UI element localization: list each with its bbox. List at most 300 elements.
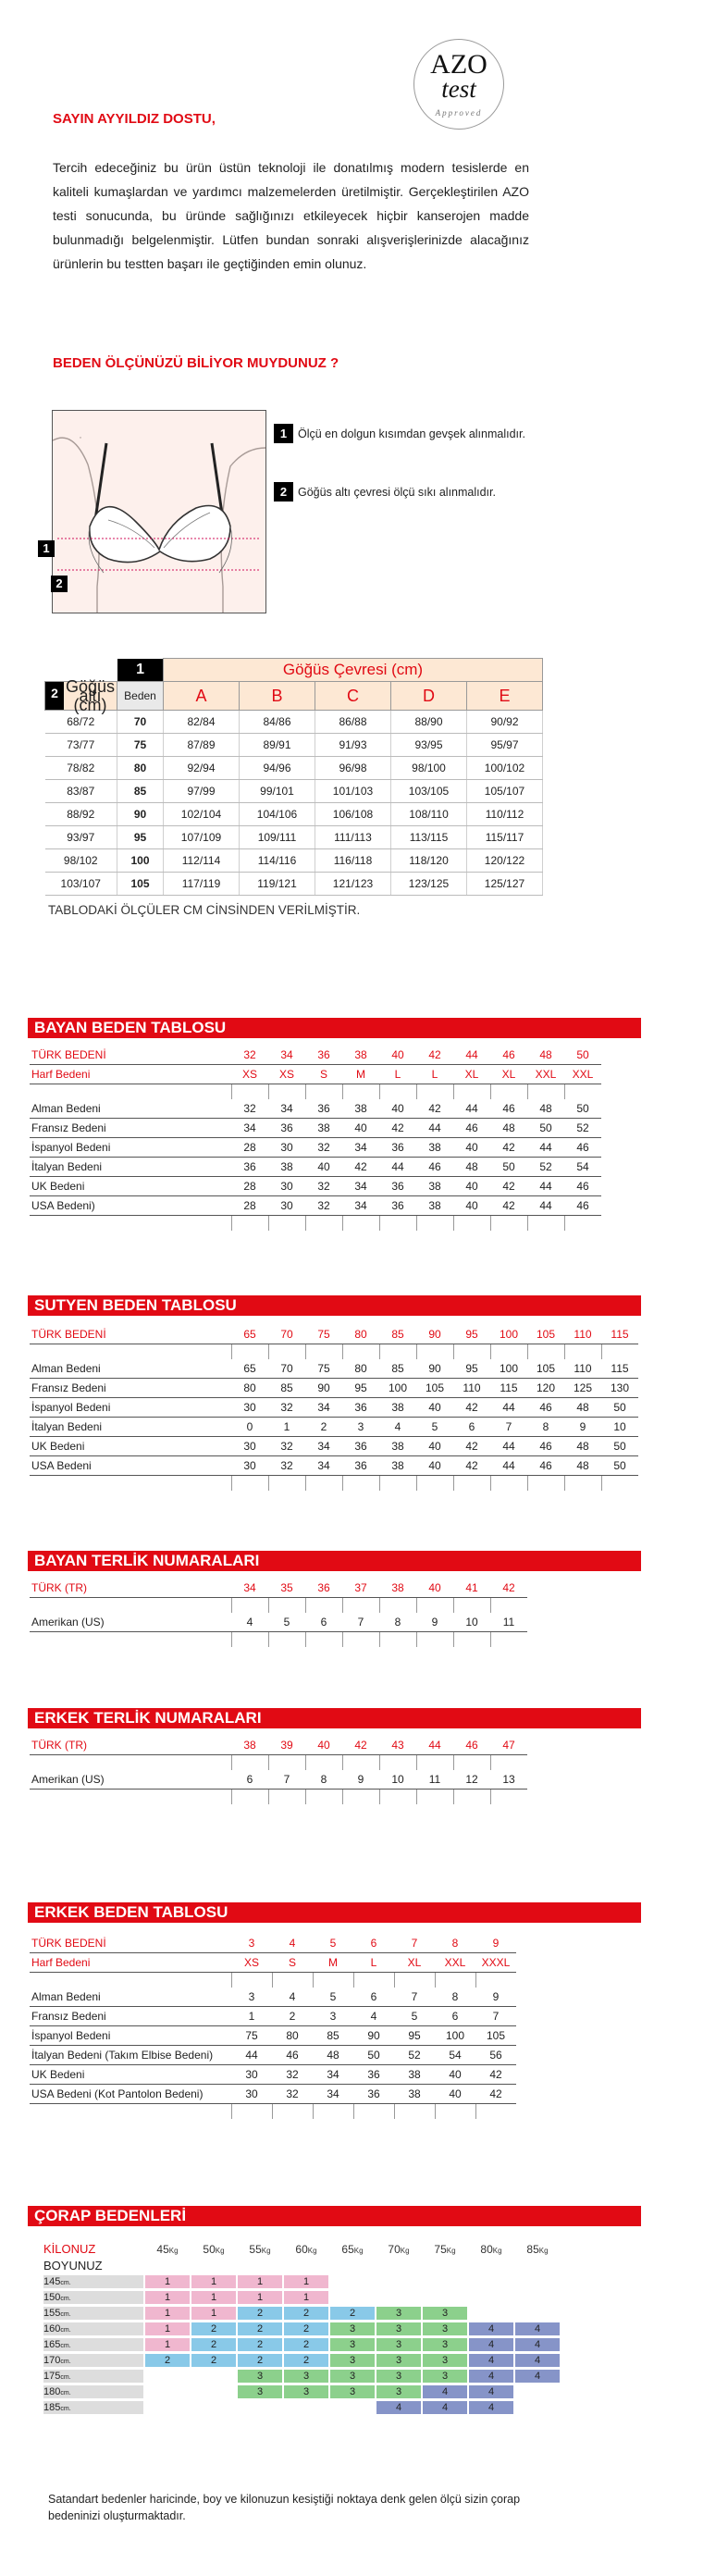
spacer-cell (231, 1084, 268, 1100)
spacer-cell (453, 1216, 490, 1232)
underbust-cell: 73/77 (45, 734, 117, 757)
size-cell: 44 (490, 1398, 527, 1418)
bust-cell: 104/106 (240, 803, 315, 826)
size-cell: XL (453, 1065, 490, 1084)
intro-paragraph: Tercih edeceğiniz bu ürün üstün teknoloji ile donatılmış modern tesislerde en kaliteli kumaşlardan ve yardımcı malzemelerden üretilmiştir. Gerçekleştirilen AZO testi sonucunda, bu üründe sağlığınızı etkileyecek hiçbir kanserojen madde bulunmadığı belgelenmiştir. Lütfen bundan sonraki alışverişlerinizde alacağınız ürünlerin bu testten başarı ile geçtiğinden emin olunuz. (53, 160, 529, 271)
spacer-cell (490, 1632, 527, 1648)
size-cell: 36 (305, 1099, 342, 1119)
size-cell: 100 (379, 1379, 416, 1398)
sock-size-cell (515, 2275, 560, 2288)
size-row (30, 1359, 638, 1379)
greeting-heading: SAYIN AYYILDIZ DOSTU, (53, 111, 216, 127)
spacer-cell (416, 1632, 453, 1648)
size-cell: L (416, 1065, 453, 1084)
size-row (30, 1158, 601, 1177)
size-cell: 43 (379, 1736, 416, 1755)
size-cell: XL (490, 1065, 527, 1084)
size-cell: 42 (475, 2085, 516, 2104)
size-cell: 40 (435, 2085, 475, 2104)
bust-cell: 107/109 (164, 826, 240, 849)
beden-cell: 80 (117, 757, 164, 780)
size-cell: 34 (268, 1099, 305, 1119)
size-row (30, 2046, 516, 2065)
sock-size-cell: 4 (469, 2354, 513, 2367)
size-cell: 30 (268, 1177, 305, 1196)
spacer-cell (342, 1755, 379, 1771)
size-cell: 40 (453, 1138, 490, 1158)
spacer-cell (268, 1216, 305, 1232)
weight-header (423, 2242, 467, 2256)
bayan-beden-table (30, 1046, 601, 1231)
header-row (30, 1579, 527, 1598)
size-cell: 3 (342, 1418, 379, 1437)
header-row (30, 1736, 527, 1755)
height-row (43, 2322, 560, 2335)
height-row (43, 2307, 560, 2320)
sock-size-cell: 3 (330, 2354, 375, 2367)
height-row (43, 2338, 560, 2351)
size-cell: 65 (231, 1325, 268, 1344)
table-marker-2: 2 (45, 682, 64, 710)
bust-cell: 94/96 (240, 757, 315, 780)
cup-header: B (240, 682, 315, 711)
weight-value: 50 (203, 2242, 216, 2256)
measure-row (45, 757, 543, 780)
size-cell: 28 (231, 1177, 268, 1196)
sock-size-cell: 4 (515, 2322, 560, 2335)
size-cell: 95 (342, 1379, 379, 1398)
spacer-row (30, 2104, 516, 2120)
row-label: Alman Bedeni (30, 1359, 231, 1379)
spacer-cell (30, 1084, 231, 1100)
bust-title: Göğüs Çevresi (cm) (164, 659, 543, 682)
spacer-cell (342, 1790, 379, 1805)
spacer-cell (231, 1216, 268, 1232)
height-value: 165 (43, 2339, 61, 2350)
spacer-cell (416, 1084, 453, 1100)
spacer-cell (30, 1476, 231, 1492)
height-value: 175 (43, 2371, 61, 2382)
size-cell: 34 (305, 1398, 342, 1418)
cup-header: C (315, 682, 391, 711)
height-label (43, 2322, 143, 2335)
size-cell: 4 (231, 1613, 268, 1632)
size-cell: 50 (353, 2046, 394, 2065)
size-cell: 3 (313, 2007, 353, 2026)
size-cell: 46 (527, 1456, 564, 1476)
underbust-label: Göğüs altı (cm) (65, 677, 116, 714)
size-cell: M (313, 1953, 353, 1973)
size-cell: 50 (490, 1158, 527, 1177)
weight-unit: Kg (446, 2246, 456, 2255)
spacer-cell (30, 1598, 231, 1614)
row-label: USA Bedeni (30, 1456, 231, 1476)
size-cell: 40 (416, 1398, 453, 1418)
sock-size-cell: 2 (284, 2354, 328, 2367)
spacer-cell (342, 1084, 379, 1100)
height-label (43, 2354, 143, 2367)
size-cell: 85 (379, 1359, 416, 1379)
size-cell: 42 (490, 1196, 527, 1216)
spacer-cell (342, 1476, 379, 1492)
spacer-cell (342, 1216, 379, 1232)
height-unit: cm. (60, 2374, 71, 2381)
size-cell: 80 (342, 1359, 379, 1379)
size-cell: 7 (342, 1613, 379, 1632)
size-cell: 50 (601, 1398, 638, 1418)
height-label (43, 2338, 143, 2351)
weight-header (284, 2242, 328, 2256)
size-cell: 42 (342, 1158, 379, 1177)
size-cell: 8 (435, 1988, 475, 2007)
size-cell: 40 (453, 1177, 490, 1196)
sock-size-cell: 1 (238, 2275, 282, 2288)
bust-cell: 119/121 (240, 873, 315, 896)
size-cell: 7 (475, 2007, 516, 2026)
sock-size-cell: 1 (284, 2291, 328, 2304)
beden-cell: 85 (117, 780, 164, 803)
size-cell: 30 (231, 2085, 272, 2104)
size-cell: 42 (416, 1046, 453, 1065)
header-row (30, 1953, 516, 1973)
size-cell: 36 (305, 1579, 342, 1598)
spacer-cell (30, 1632, 231, 1648)
sock-size-cell: 2 (284, 2338, 328, 2351)
size-cell: 9 (342, 1770, 379, 1790)
sock-size-cell (145, 2370, 190, 2383)
row-label: İspanyol Bedeni (30, 1398, 231, 1418)
size-cell: 34 (342, 1196, 379, 1216)
sock-size-cell: 3 (376, 2354, 421, 2367)
bust-cell: 114/116 (240, 849, 315, 873)
measure-row (45, 873, 543, 896)
sock-size-cell: 3 (376, 2370, 421, 2383)
spacer-cell (268, 1755, 305, 1771)
height-value: 150 (43, 2292, 61, 2303)
beden-cell: 105 (117, 873, 164, 896)
cup-header: A (164, 682, 240, 711)
size-cell: 42 (453, 1437, 490, 1456)
sock-size-cell (469, 2291, 513, 2304)
underbust-cell: 83/87 (45, 780, 117, 803)
size-cell: 34 (268, 1046, 305, 1065)
weight-header (145, 2242, 190, 2256)
size-cell: 85 (313, 2026, 353, 2046)
sock-size-cell: 4 (515, 2370, 560, 2383)
spacer-cell (231, 1344, 268, 1360)
height-unit: cm. (60, 2343, 71, 2349)
row-label: Alman Bedeni (30, 1099, 231, 1119)
sock-size-cell: 4 (469, 2385, 513, 2398)
spacer-cell (305, 1476, 342, 1492)
bust-cell: 120/122 (467, 849, 543, 873)
height-header-row (43, 2259, 560, 2273)
sock-size-cell (376, 2275, 421, 2288)
bust-cell: 93/95 (391, 734, 467, 757)
size-cell: 32 (305, 1177, 342, 1196)
size-row (30, 1196, 601, 1216)
weight-unit: Kg (261, 2246, 271, 2255)
spacer-cell (305, 1790, 342, 1805)
size-cell: 6 (435, 2007, 475, 2026)
size-question-heading: BEDEN ÖLÇÜNÜZÜ BİLİYOR MUYDUNUZ ? (53, 355, 339, 371)
weight-unit: Kg (215, 2246, 225, 2255)
sock-size-cell: 4 (469, 2370, 513, 2383)
sock-size-cell: 4 (469, 2322, 513, 2335)
size-row (30, 1437, 638, 1456)
size-cell: 5 (268, 1613, 305, 1632)
row-label: UK Bedeni (30, 2065, 231, 2085)
underbust-cell: 93/97 (45, 826, 117, 849)
spacer-row (30, 1790, 527, 1805)
row-label: USA Bedeni) (30, 1196, 231, 1216)
size-cell: 46 (272, 2046, 313, 2065)
sock-size-cell (330, 2275, 375, 2288)
size-cell: 46 (564, 1177, 601, 1196)
size-cell: 8 (379, 1613, 416, 1632)
size-cell: 70 (268, 1325, 305, 1344)
spacer-cell (453, 1598, 490, 1614)
size-cell: 3 (231, 1934, 272, 1953)
size-cell: 40 (342, 1119, 379, 1138)
sock-size-cell: 2 (238, 2354, 282, 2367)
size-cell: 40 (435, 2065, 475, 2085)
size-cell: 42 (453, 1398, 490, 1418)
size-cell: 115 (601, 1359, 638, 1379)
size-cell: 42 (453, 1456, 490, 1476)
size-cell: 48 (527, 1099, 564, 1119)
row-label: TÜRK BEDENİ (30, 1046, 231, 1065)
weight-value: 75 (434, 2242, 447, 2256)
weight-header (469, 2242, 513, 2256)
size-cell: 11 (416, 1770, 453, 1790)
size-cell: 95 (453, 1325, 490, 1344)
size-cell: 36 (268, 1119, 305, 1138)
sock-size-cell: 2 (284, 2322, 328, 2335)
measure-row (45, 734, 543, 757)
size-cell: 90 (353, 2026, 394, 2046)
size-cell: 32 (268, 1398, 305, 1418)
size-cell: 30 (268, 1138, 305, 1158)
table-marker-1: 1 (117, 659, 164, 682)
size-cell: 36 (379, 1177, 416, 1196)
size-cell: 11 (490, 1613, 527, 1632)
size-cell: 42 (342, 1736, 379, 1755)
spacer-cell (272, 2104, 313, 2120)
size-cell: 46 (416, 1158, 453, 1177)
azo-test-badge (413, 39, 504, 130)
spacer-cell (453, 1344, 490, 1360)
spacer-cell (527, 1344, 564, 1360)
spacer-cell (313, 2104, 353, 2120)
weight-header (238, 2242, 282, 2256)
size-cell: 48 (490, 1119, 527, 1138)
size-cell: 10 (379, 1770, 416, 1790)
size-cell: 105 (416, 1379, 453, 1398)
spacer-row (30, 1755, 527, 1771)
measure-row (45, 849, 543, 873)
spacer-cell (379, 1790, 416, 1805)
height-row (43, 2291, 560, 2304)
size-cell: 44 (527, 1177, 564, 1196)
sock-size-cell: 2 (330, 2307, 375, 2320)
size-cell: 40 (305, 1736, 342, 1755)
size-row (30, 1456, 638, 1476)
size-cell: 32 (231, 1099, 268, 1119)
bust-cell: 105/107 (467, 780, 543, 803)
size-cell: L (353, 1953, 394, 1973)
spacer-cell (601, 1344, 638, 1360)
spacer-cell (564, 1344, 601, 1360)
spacer-cell (490, 1344, 527, 1360)
spacer-cell (268, 1084, 305, 1100)
size-cell: 32 (268, 1456, 305, 1476)
beden-cell: 70 (117, 711, 164, 734)
size-cell: 32 (305, 1196, 342, 1216)
erkek-beden-banner: ERKEK BEDEN TABLOSU (28, 1902, 641, 1923)
size-cell: 44 (416, 1736, 453, 1755)
size-cell: 40 (416, 1437, 453, 1456)
spacer-cell (416, 1790, 453, 1805)
size-cell: 52 (564, 1119, 601, 1138)
bust-cell: 86/88 (315, 711, 391, 734)
spacer-cell (379, 1632, 416, 1648)
row-label: Amerikan (US) (30, 1613, 231, 1632)
sock-size-cell: 3 (376, 2307, 421, 2320)
bust-cell: 90/92 (467, 711, 543, 734)
size-cell: L (379, 1065, 416, 1084)
size-cell: S (305, 1065, 342, 1084)
spacer-cell (231, 2104, 272, 2120)
sock-size-cell: 3 (238, 2370, 282, 2383)
note-2-text: Göğüs altı çevresi ölçü sıkı alınmalıdır. (298, 486, 496, 499)
bust-cell: 118/120 (391, 849, 467, 873)
note-2-marker: 2 (274, 482, 293, 502)
size-cell: 46 (490, 1046, 527, 1065)
underbust-header (45, 677, 117, 714)
weight-header (515, 2242, 560, 2256)
size-cell: 42 (416, 1099, 453, 1119)
height-unit: cm. (60, 2327, 71, 2334)
sock-size-cell: 4 (515, 2338, 560, 2351)
weight-unit: Kg (400, 2246, 410, 2255)
size-row (30, 1138, 601, 1158)
size-cell: 8 (435, 1934, 475, 1953)
size-cell: 38 (342, 1099, 379, 1119)
size-cell: 42 (490, 1579, 527, 1598)
spacer-cell (416, 1476, 453, 1492)
size-cell: 50 (601, 1437, 638, 1456)
header-row (30, 1934, 516, 1953)
size-cell: 105 (527, 1359, 564, 1379)
size-row (30, 2065, 516, 2085)
spacer-cell (342, 1598, 379, 1614)
size-cell: 10 (601, 1418, 638, 1437)
row-label: İspanyol Bedeni (30, 1138, 231, 1158)
measure-row (45, 780, 543, 803)
spacer-cell (30, 1790, 231, 1805)
weight-unit: Kg (492, 2246, 502, 2255)
size-cell: 5 (416, 1418, 453, 1437)
height-value: 185 (43, 2402, 61, 2413)
sock-size-cell: 1 (145, 2322, 190, 2335)
sock-size-cell (515, 2401, 560, 2414)
size-cell: 38 (394, 2065, 435, 2085)
sock-size-cell: 2 (238, 2322, 282, 2335)
size-cell: 37 (342, 1579, 379, 1598)
spacer-cell (453, 1790, 490, 1805)
spacer-cell (305, 1598, 342, 1614)
measure-row (45, 803, 543, 826)
size-cell: 130 (601, 1379, 638, 1398)
sock-size-cell (191, 2401, 236, 2414)
sock-size-cell: 1 (145, 2291, 190, 2304)
size-cell: 8 (305, 1770, 342, 1790)
size-cell: 28 (231, 1138, 268, 1158)
size-cell: 34 (342, 1138, 379, 1158)
height-label (43, 2275, 143, 2288)
sock-size-cell: 4 (423, 2385, 467, 2398)
size-row (30, 2007, 516, 2026)
height-label (43, 2401, 143, 2414)
bust-cell: 106/108 (315, 803, 391, 826)
size-cell: 36 (342, 1398, 379, 1418)
size-cell: 44 (490, 1456, 527, 1476)
beden-header: Beden (117, 682, 164, 711)
size-cell: 34 (313, 2065, 353, 2085)
size-cell: 46 (490, 1099, 527, 1119)
size-cell: 70 (268, 1359, 305, 1379)
spacer-cell (453, 1084, 490, 1100)
bust-measurement-table (44, 658, 543, 896)
size-cell: 2 (272, 2007, 313, 2026)
spacer-row (30, 1476, 638, 1492)
size-cell: 5 (394, 2007, 435, 2026)
spacer-row (30, 1598, 527, 1614)
sock-size-cell: 1 (284, 2275, 328, 2288)
size-cell: 38 (379, 1456, 416, 1476)
beden-cell: 90 (117, 803, 164, 826)
spacer-cell (379, 1084, 416, 1100)
sock-size-cell: 3 (376, 2385, 421, 2398)
size-row (30, 2026, 516, 2046)
bust-cell: 101/103 (315, 780, 391, 803)
sock-size-cell (330, 2291, 375, 2304)
spacer-cell (231, 1973, 272, 1988)
spacer-cell (305, 1084, 342, 1100)
size-cell: XL (394, 1953, 435, 1973)
sock-size-cell: 3 (423, 2322, 467, 2335)
sock-size-cell: 2 (191, 2354, 236, 2367)
sock-size-cell: 4 (469, 2338, 513, 2351)
size-cell: 0 (231, 1418, 268, 1437)
spacer-cell (490, 1476, 527, 1492)
spacer-cell (601, 1476, 638, 1492)
size-cell: 46 (453, 1736, 490, 1755)
spacer-cell (394, 2104, 435, 2120)
height-unit: cm. (60, 2311, 71, 2318)
size-cell: XS (231, 1065, 268, 1084)
spacer-cell (416, 1598, 453, 1614)
size-cell: 40 (379, 1099, 416, 1119)
row-label: Amerikan (US) (30, 1770, 231, 1790)
erkek-terlik-banner: ERKEK TERLİK NUMARALARI (28, 1708, 641, 1728)
size-cell: 80 (272, 2026, 313, 2046)
size-cell: 39 (268, 1736, 305, 1755)
sock-sizes-banner: ÇORAP BEDENLERİ (28, 2206, 641, 2226)
spacer-cell (305, 1344, 342, 1360)
size-row (30, 1988, 516, 2007)
